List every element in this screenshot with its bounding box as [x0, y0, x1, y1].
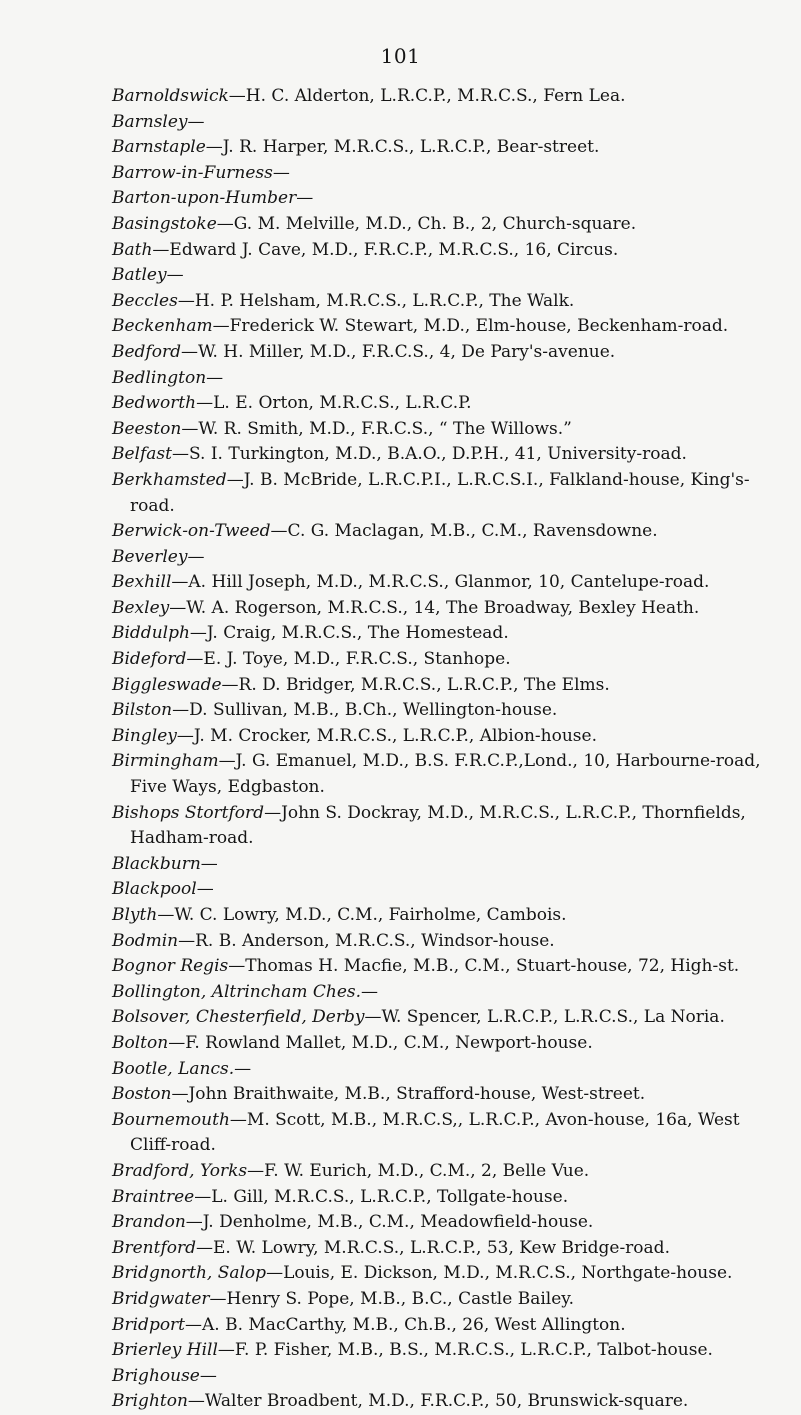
- directory-entry: [112, 263, 782, 289]
- directory-entry: [112, 161, 782, 187]
- place-name: Brandon: [112, 1212, 186, 1233]
- directory-entry: [112, 749, 782, 800]
- place-name: Boston: [112, 1084, 172, 1105]
- entry-detail: —F. P. Fisher, M.B., B.S., M.R.C.S., L.R.C.P., Talbot-house.: [217, 1340, 713, 1361]
- place-name: Biggleswade: [112, 674, 222, 695]
- entry-detail: —R. B. Anderson, M.R.C.S., Windsor-house.: [178, 930, 555, 951]
- directory-entry: [112, 545, 782, 571]
- directory-entry: [112, 442, 782, 468]
- place-name: Bridport: [112, 1314, 186, 1335]
- directory-entry: [112, 929, 782, 955]
- entry-detail: —G. M. Melville, M.D., Ch. B., 2, Church-square.: [216, 213, 637, 234]
- place-name: Berwick-on-Tweed: [112, 521, 271, 542]
- place-name: Bideford: [112, 649, 187, 670]
- directory-entry: [112, 84, 782, 110]
- entry-detail: —J. B. McBride, L.R.C.P.I., L.R.C.S.I., Falkland-house, King's-road.: [130, 469, 750, 516]
- entry-detail: —Henry S. Pope, M.B., B.C., Castle Bailey.: [209, 1288, 575, 1309]
- directory-entry: [112, 417, 782, 443]
- entry-detail: —J. M. Crocker, M.R.C.S., L.R.C.P., Albion-house.: [176, 725, 597, 746]
- directory-entry: [112, 877, 782, 903]
- directory-entry: [112, 1287, 782, 1313]
- place-name: Bridgwater: [112, 1288, 210, 1309]
- directory-entry: [112, 1082, 782, 1108]
- directory-entry: [112, 186, 782, 212]
- directory-entry: [112, 1005, 782, 1031]
- entry-detail: —D. Sullivan, M.B., B.Ch., Wellington-house.: [172, 700, 558, 721]
- entry-detail: —C. G. Maclagan, M.B., C.M., Ravensdowne.: [270, 521, 658, 542]
- place-name: Blackpool: [112, 879, 197, 900]
- directory-entry: [112, 596, 782, 622]
- place-name: Blyth: [112, 905, 158, 925]
- directory-entry: [112, 340, 782, 366]
- directory-entry: [112, 1057, 782, 1083]
- entry-detail: —L. E. Orton, M.R.C.S., L.R.C.P.: [196, 393, 472, 414]
- directory-entry: [112, 980, 782, 1006]
- directory-entry: [112, 1031, 782, 1057]
- entry-detail: —: [206, 367, 224, 388]
- entry-detail: —A. Hill Joseph, M.D., M.R.C.S., Glanmor, 10, Cantelupe-road.: [171, 572, 710, 593]
- directory-entry: [112, 724, 782, 750]
- place-name: Bedworth: [112, 393, 197, 414]
- entry-detail: —: [272, 162, 290, 183]
- directory-entry: [112, 1185, 782, 1211]
- place-name: Barnstaple: [112, 137, 206, 158]
- entry-detail: —E. W. Lowry, M.R.C.S., L.R.C.P., 53, Kew Bridge-road.: [196, 1237, 670, 1258]
- entry-detail: —H. C. Alderton, L.R.C.P., M.R.C.S., Fern Lea.: [228, 86, 626, 106]
- entry-detail: —Walter Broadbent, M.D., F.R.C.P., 50, Brunswick-square.: [187, 1391, 689, 1412]
- directory-entry: [112, 954, 782, 980]
- directory-entry: [112, 1261, 782, 1287]
- entry-detail: —: [200, 853, 218, 874]
- directory-entry: [112, 1236, 782, 1262]
- directory-entry: [112, 110, 782, 136]
- directory-entry: [112, 647, 782, 673]
- entry-detail: —F. Rowland Mallet, M.D., C.M., Newport-house.: [168, 1032, 593, 1053]
- place-name: Bishops Stortford: [112, 802, 265, 823]
- entry-detail: —: [199, 1365, 217, 1386]
- entry-detail: —John Braithwaite, M.B., Strafford-house, West-street.: [171, 1084, 646, 1105]
- place-name: Brighton: [112, 1391, 188, 1412]
- entry-detail: —J. R. Harper, M.R.C.S., L.R.C.P., Bear-street.: [205, 137, 600, 158]
- place-name: Brentford: [112, 1237, 196, 1258]
- place-name: Basingstoke: [112, 213, 217, 234]
- directory-entry: [112, 673, 782, 699]
- place-name: Beeston: [112, 418, 182, 439]
- directory-entry: [112, 1108, 782, 1159]
- entry-detail: —: [187, 111, 205, 132]
- place-name: Barnoldswick: [112, 86, 229, 106]
- directory-entry: [112, 519, 782, 545]
- place-name: Bridgnorth, Salop: [112, 1263, 267, 1284]
- entry-detail: —J. G. Emanuel, M.D., B.S. F.R.C.P.,Lond., 10, Harbourne-road, Five Ways, Edgbaston.: [130, 751, 761, 798]
- place-name: Bath: [112, 239, 153, 260]
- place-name: Bradford, Yorks: [112, 1160, 248, 1181]
- entry-detail: —: [187, 546, 205, 567]
- entry-detail: —Thomas H. Macfie, M.B., C.M., Stuart-house, 72, High-st.: [228, 956, 740, 977]
- entry-detail: —H. P. Helsham, M.R.C.S., L.R.C.P., The Walk.: [177, 290, 575, 311]
- place-name: Barton-upon-Humber: [112, 188, 297, 209]
- place-name: Batley: [112, 265, 167, 286]
- directory-entry: [112, 1364, 782, 1390]
- directory-entry: [112, 852, 782, 878]
- directory-entry: [112, 468, 782, 519]
- place-name: Bolsover, Chesterfield, Derby: [112, 1007, 365, 1028]
- place-name: Braintree: [112, 1186, 195, 1207]
- directory-entry: [112, 1313, 782, 1339]
- place-name: Brierley Hill: [112, 1340, 218, 1361]
- directory-entry: [112, 135, 782, 161]
- place-name: Beccles: [112, 290, 178, 311]
- entry-detail: —: [234, 1058, 252, 1079]
- directory-entry: [112, 698, 782, 724]
- entry-detail: —S. I. Turkington, M.D., B.A.O., D.P.H., 41, University-road.: [171, 444, 687, 465]
- entry-detail: —Louis, E. Dickson, M.D., M.R.C.S., Northgate-house.: [266, 1263, 733, 1284]
- entry-detail: —John S. Dockray, M.D., M.R.C.S., L.R.C.P., Thornfields, Hadham-road.: [130, 802, 746, 849]
- entry-detail: —Edward J. Cave, M.D., F.R.C.P., M.R.C.S., 16, Circus.: [152, 239, 619, 260]
- entry-detail: —L. Gill, M.R.C.S., L.R.C.P., Tollgate-house.: [194, 1186, 569, 1207]
- entry-detail: —Frederick W. Stewart, M.D., Elm-house, Beckenham-road.: [212, 316, 729, 337]
- place-name: Bexley: [112, 597, 170, 618]
- entry-detail: —J. Denholme, M.B., C.M., Meadowfield-house.: [185, 1212, 594, 1233]
- place-name: Bootle, Lancs.: [112, 1058, 235, 1079]
- directory-entry: [112, 1210, 782, 1236]
- entry-detail: —M. Scott, M.B., M.R.C.S,, L.R.C.P., Avon-house, 16a, West Cliff-road.: [130, 1109, 740, 1156]
- place-name: Bognor Regis: [112, 956, 229, 977]
- directory-entry: [112, 1159, 782, 1185]
- entry-detail: —J. Craig, M.R.C.S., The Homestead.: [189, 623, 509, 644]
- entry-detail: —W. H. Miller, M.D., F.R.C.S., 4, De Pary's-avenue.: [180, 341, 616, 362]
- place-name: Beckenham: [112, 316, 213, 337]
- directory-entry: [112, 289, 782, 315]
- directory-entry: [112, 212, 782, 238]
- directory-entry: [112, 314, 782, 340]
- entry-detail: —: [196, 879, 214, 900]
- entry-detail: —A. B. MacCarthy, M.B., Ch.B., 26, West Allington.: [185, 1314, 626, 1335]
- directory-entry: [112, 238, 782, 264]
- place-name: Barnsley: [112, 111, 188, 132]
- place-name: Barrow-in-Furness: [112, 162, 273, 183]
- place-name: Bedlington: [112, 367, 207, 388]
- place-name: Bedford: [112, 341, 181, 362]
- directory-entry: [112, 1389, 782, 1415]
- directory-entry: [112, 903, 782, 929]
- entry-detail: —W. R. Smith, M.D., F.R.C.S., “ The Willows.”: [181, 418, 572, 439]
- place-name: Bingley: [112, 725, 177, 746]
- page-number: 101: [380, 44, 421, 68]
- entry-detail: —W. A. Rogerson, M.R.C.S., 14, The Broadway, Bexley Heath.: [169, 597, 700, 618]
- entry-detail: —W. Spencer, L.R.C.P., L.R.C.S., La Noria.: [364, 1007, 725, 1028]
- entry-detail: —E. J. Toye, M.D., F.R.C.S., Stanhope.: [186, 649, 511, 670]
- directory-entry: [112, 1338, 782, 1364]
- directory-list: [112, 84, 782, 1415]
- place-name: Bournemouth: [112, 1109, 230, 1130]
- place-name: Biddulph: [112, 623, 190, 644]
- entry-detail: —: [361, 981, 379, 1002]
- place-name: Bexhill: [112, 572, 172, 593]
- directory-entry: [112, 621, 782, 647]
- entry-detail: —F. W. Eurich, M.D., C.M., 2, Belle Vue.: [247, 1160, 590, 1181]
- entry-detail: —: [296, 188, 314, 209]
- place-name: Bodmin: [112, 930, 179, 951]
- place-name: Brighouse: [112, 1365, 200, 1386]
- place-name: Belfast: [112, 444, 172, 465]
- entry-detail: —W. C. Lowry, M.D., C.M., Fairholme, Cambois.: [157, 905, 567, 925]
- entry-detail: —R. D. Bridger, M.R.C.S., L.R.C.P., The Elms.: [221, 674, 610, 695]
- place-name: Bollington, Altrincham Ches.: [112, 981, 362, 1002]
- place-name: Bilston: [112, 700, 173, 721]
- place-name: Bolton: [112, 1032, 169, 1053]
- place-name: Berkhamsted: [112, 469, 227, 490]
- directory-entry: [112, 570, 782, 596]
- directory-entry: [112, 801, 782, 852]
- place-name: Blackburn: [112, 853, 201, 874]
- directory-entry: [112, 366, 782, 392]
- entry-detail: —: [166, 265, 184, 286]
- place-name: Birmingham: [112, 751, 219, 772]
- place-name: Beverley: [112, 546, 188, 567]
- directory-entry: [112, 391, 782, 417]
